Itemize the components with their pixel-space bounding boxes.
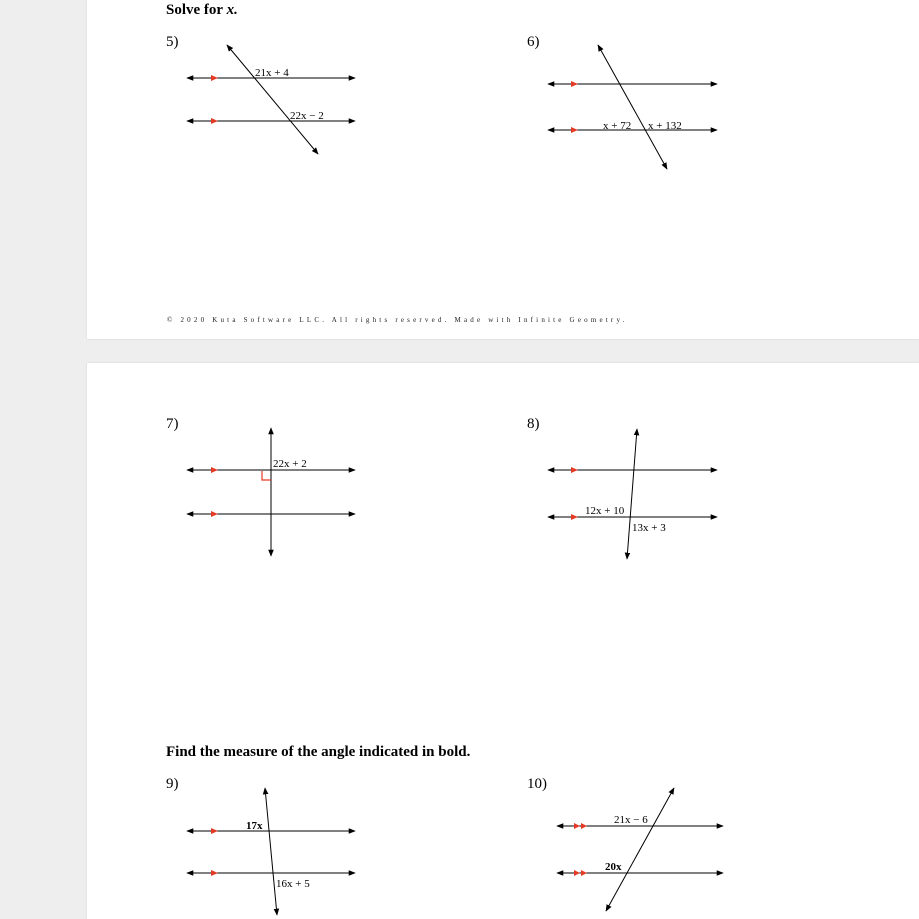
transversal-line (265, 788, 277, 915)
angle-label: 16x + 5 (276, 878, 310, 890)
parallel-marker (571, 127, 578, 133)
worksheet-page-1 (87, 0, 919, 339)
transversal-line (606, 788, 674, 911)
transversal-line (627, 429, 637, 559)
worksheet-page-2 (87, 363, 919, 919)
bold-angle-label: 17x (246, 820, 263, 832)
parallel-marker (211, 511, 218, 517)
section-heading-solve: Solve for x. (166, 2, 238, 18)
problem-number-7: 7) (166, 416, 179, 432)
section-heading-angle-measure: Find the measure of the angle indicated in bold. (166, 744, 471, 760)
parallel-marker (211, 118, 218, 124)
angle-label: 13x + 3 (632, 522, 666, 534)
parallel-marker (571, 467, 578, 473)
right-angle-mark (262, 471, 271, 480)
angle-label: 21x + 4 (255, 67, 289, 79)
problem-number-9: 9) (166, 776, 179, 792)
angle-label: 22x + 2 (273, 458, 307, 470)
angle-label: x + 72 (603, 120, 632, 132)
parallel-marker (211, 75, 218, 81)
parallel-marker (211, 870, 218, 876)
parallel-marker (571, 514, 578, 520)
parallel-marker (211, 828, 218, 834)
transversal-line (227, 45, 318, 154)
parallel-marker (211, 467, 218, 473)
bold-angle-label: 20x (605, 861, 622, 873)
problem-7-8-figures (87, 363, 919, 919)
transversal-line (598, 45, 667, 169)
problem-number-8: 8) (527, 416, 540, 432)
parallel-marker (571, 81, 578, 87)
problem-number-10: 10) (527, 776, 547, 792)
problem-number-6: 6) (527, 34, 540, 50)
problem-number-5: 5) (166, 34, 179, 50)
copyright-footer: © 2020 Kuta Software LLC. All rights reserved. Made with Infinite Geometry. (167, 316, 628, 324)
angle-label: x + 132 (648, 120, 682, 132)
angle-label: 12x + 10 (585, 505, 625, 517)
angle-label: 21x − 6 (614, 814, 648, 826)
angle-label: 22x − 2 (290, 110, 324, 122)
problem-5-figure (87, 0, 919, 339)
